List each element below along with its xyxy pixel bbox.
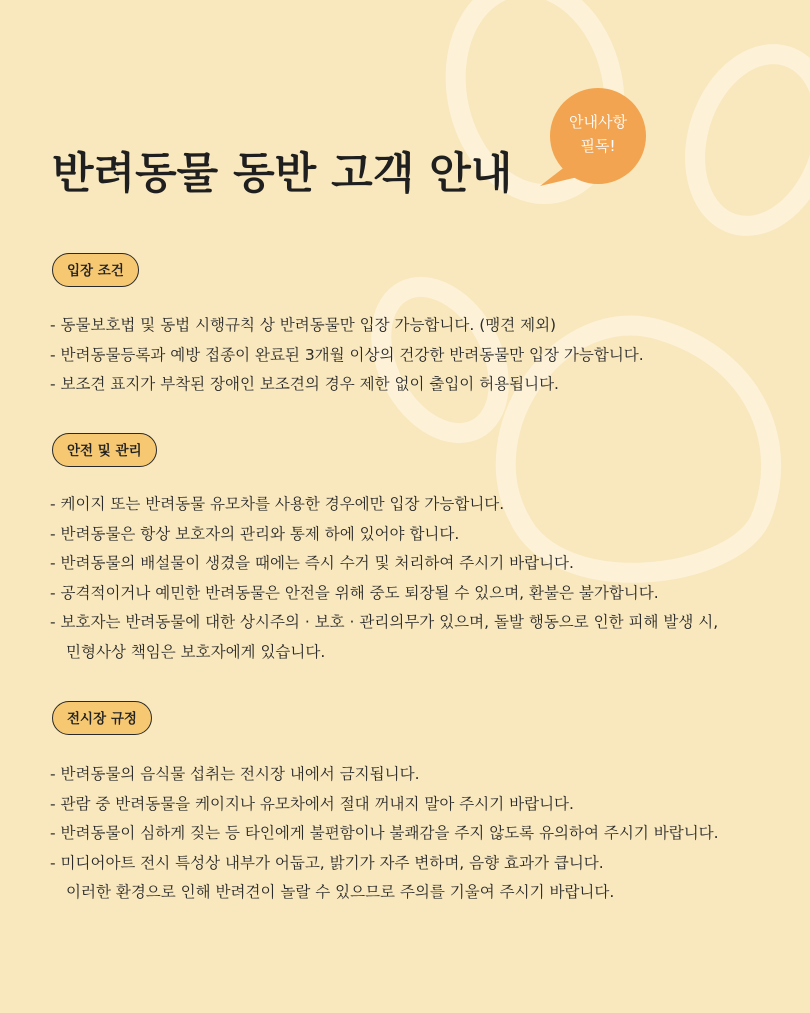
list-item-text: - 반려동물의 음식물 섭취는 전시장 내에서 금지됩니다. [50, 765, 420, 783]
list-item [50, 819, 719, 849]
notice-speech-bubble [536, 88, 646, 198]
list-item-text: - 반려동물등록과 예방 접종이 완료된 3개월 이상의 건강한 반려동물만 입장 가능합니다. [50, 345, 644, 364]
list-item [50, 520, 718, 550]
section-badge-entry: 입장 조건 [52, 253, 139, 287]
list-item [50, 608, 718, 667]
list-item [50, 490, 718, 520]
list-item-text: - 케이지 또는 반려동물 유모차를 사용한 경우에만 입장 가능합니다. [50, 495, 505, 513]
list-item-text: - 반려동물의 배설물이 생겼을 때에는 즉시 수거 및 처리하여 주시기 바랍니다. [50, 554, 574, 572]
list-item-text: - 미디어아트 전시 특성상 내부가 어둡고, 밝기가 자주 변하며, 음향 효과가 큽니다. [50, 853, 604, 872]
list-item [50, 579, 718, 609]
safety-management-list [50, 490, 718, 667]
list-item [50, 370, 644, 400]
list-item-text: - 반려동물은 항상 보호자의 관리와 통제 하에 있어야 합니다. [50, 524, 460, 543]
list-item-text: - 반려동물이 심하게 짖는 등 타인에게 불편함이나 불쾌감을 주지 않도록 유의하여 주시기 바랍니다. [50, 824, 719, 842]
entry-conditions-list [50, 311, 644, 400]
list-item-text: - 보조견 표지가 부착된 장애인 보조견의 경우 제한 없이 출입이 허용됩니다. [50, 375, 559, 393]
section-badge-exhibition: 전시장 규정 [52, 701, 152, 735]
list-item [50, 549, 718, 579]
list-item-text: - 보호자는 반려동물에 대한 상시주의 · 보호 · 관리의무가 있으며, 돌발 행동으로 인한 피해 발생 시, [50, 613, 719, 631]
exhibition-rules-list [50, 760, 719, 908]
section-badge-safety: 안전 및 관리 [52, 433, 157, 467]
notice-line-2: 필독! [580, 137, 616, 155]
list-item-text: - 동물보호법 및 동법 시행규칙 상 반려동물만 입장 가능합니다. (맹견 제외) [50, 316, 557, 334]
list-item [50, 760, 719, 790]
list-item-text: - 관람 중 반려동물을 케이지나 유모차에서 절대 꺼내지 말아 주시기 바랍니다. [50, 794, 574, 813]
list-item [50, 849, 719, 908]
list-item [50, 790, 719, 820]
notice-line-1: 안내사항 [569, 113, 627, 131]
page-title: 반려동물 동반 고객 안내 [52, 149, 513, 199]
list-item-text: - 공격적이거나 예민한 반려동물은 안전을 위해 중도 퇴장될 수 있으며, 환불은 불가합니다. [50, 583, 659, 602]
list-item [50, 311, 644, 341]
list-item-continuation: 민형사상 책임은 보호자에게 있습니다. [66, 642, 326, 661]
list-item [50, 341, 644, 371]
list-item-continuation: 이러한 환경으로 인해 반려견이 놀랄 수 있으므로 주의를 기울여 주시기 바랍니다. [66, 883, 615, 901]
